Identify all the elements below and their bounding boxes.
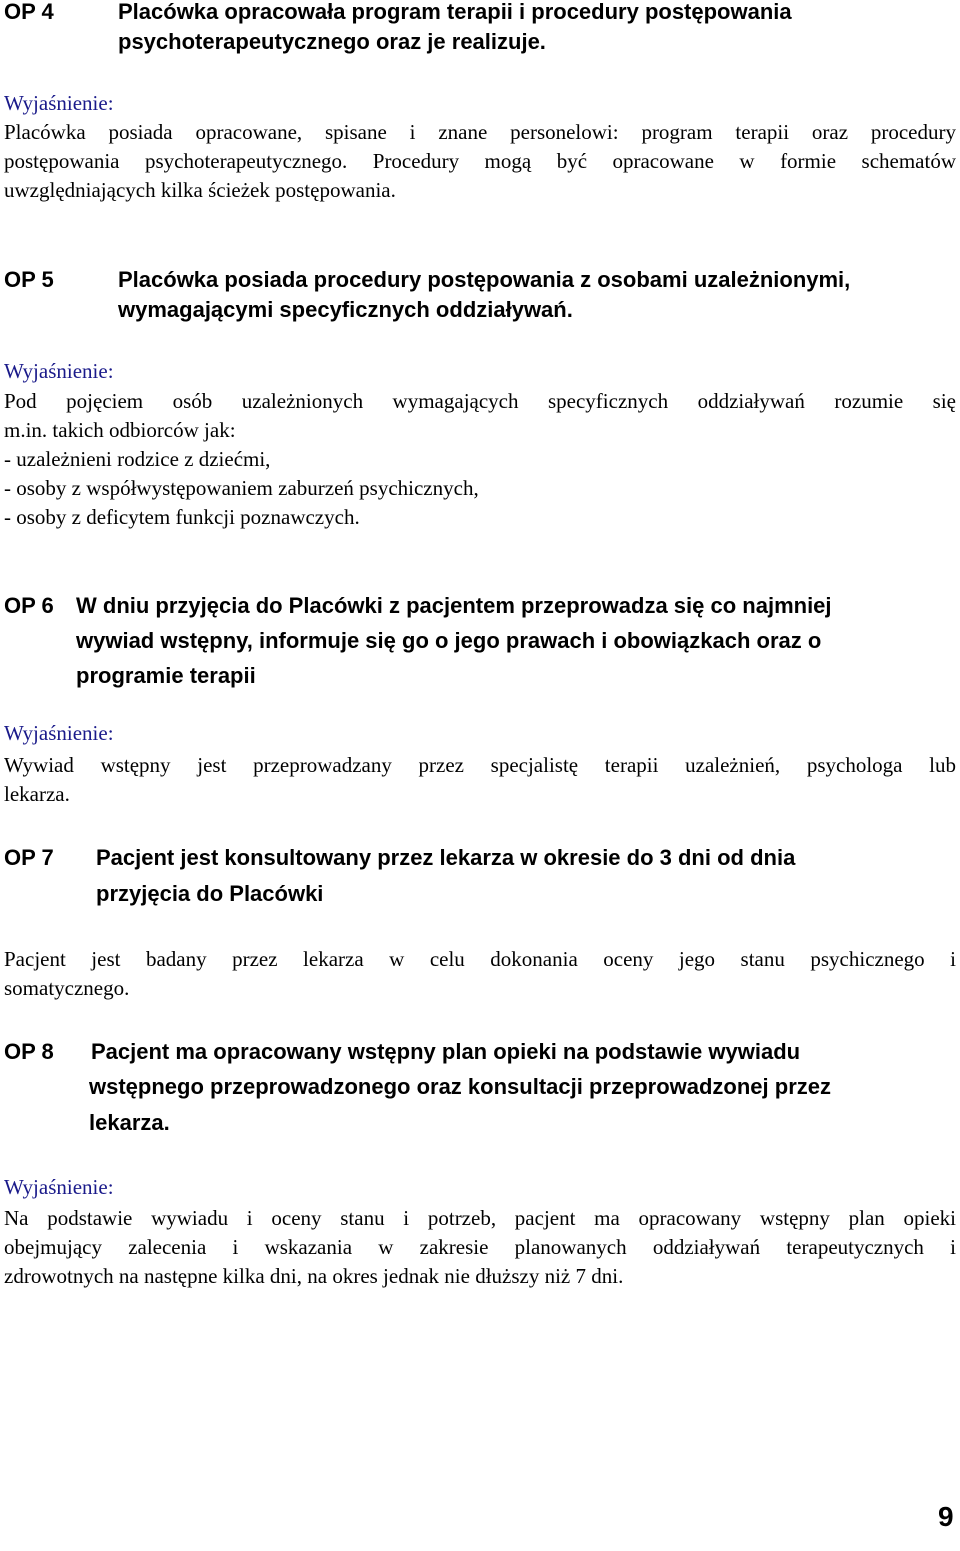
op7-body <box>4 945 956 1003</box>
op4-code: OP 4 <box>4 0 54 24</box>
op8-title-line-2: wstępnego przeprowadzonego oraz konsultacji przeprowadzonej przez <box>89 1074 831 1099</box>
op5-explanation-line-1: Pod pojęciem osób uzależnionych wymagających specyficznych oddziaływań rozumie się <box>4 389 956 413</box>
op4-title-line-2: psychoterapeutycznego oraz je realizuje. <box>118 29 546 54</box>
op5-explanation-label: Wyjaśnienie: <box>4 359 114 383</box>
op6-title-line-1: W dniu przyjęcia do Placówki z pacjentem przeprowadza się co najmniej <box>76 593 832 618</box>
op4-explanation <box>4 118 956 205</box>
op6-explanation <box>4 751 956 809</box>
op4-explanation-label: Wyjaśnienie: <box>4 91 114 115</box>
op6-explanation-label: Wyjaśnienie: <box>4 721 114 745</box>
op6-title-line-2: wywiad wstępny, informuje się go o jego prawach i obowiązkach oraz o <box>76 628 822 653</box>
op6-explanation-line-2: lekarza. <box>4 782 70 806</box>
op5-code: OP 5 <box>4 267 54 292</box>
op4-explanation-line-3: uwzględniających kilka ścieżek postępowania. <box>4 178 396 202</box>
op5-list <box>4 445 479 532</box>
page-number: 9 <box>938 1501 954 1532</box>
list-item: - osoby z współwystępowaniem zaburzeń psychicznych, <box>4 476 479 500</box>
op7-title-line-2: przyjęcia do Placówki <box>96 881 324 906</box>
op8-explanation <box>4 1204 956 1291</box>
op7-body-line-1: Pacjent jest badany przez lekarza w celu dokonania oceny jego stanu psychicznego i <box>4 947 956 971</box>
op5-title-line-2: wymagającymi specyficznych oddziaływań. <box>118 297 573 322</box>
op7-body-line-2: somatycznego. <box>4 976 130 1000</box>
op8-explanation-line-3: zdrowotnych na następne kilka dni, na okres jednak nie dłuższy niż 7 dni. <box>4 1264 624 1288</box>
list-item: - uzależnieni rodzice z dziećmi, <box>4 447 271 471</box>
op5-explanation-line-2: m.in. takich odbiorców jak: <box>4 418 236 442</box>
op6-explanation-line-1: Wywiad wstępny jest przeprowadzany przez specjalistę terapii uzależnień, psychologa lub <box>4 753 956 777</box>
op8-explanation-line-2: obejmujący zalecenia i wskazania w zakresie planowanych oddziaływań terapeutycznych i <box>4 1235 956 1259</box>
op8-title-line-1: Pacjent ma opracowany wstępny plan opieki na podstawie wywiadu <box>91 1039 801 1064</box>
op4-explanation-line-2: postępowania psychoterapeutycznego. Procedury mogą być opracowane w formie schematów <box>4 149 956 173</box>
op8-explanation-label: Wyjaśnienie: <box>4 1175 114 1199</box>
op5-title-line-1: Placówka posiada procedury postępowania z osobami uzależnionymi, <box>118 267 851 292</box>
op7-code: OP 7 <box>4 845 54 870</box>
op6-title-line-3: programie terapii <box>76 663 256 688</box>
op6-code: OP 6 <box>4 593 54 618</box>
list-item: - osoby z deficytem funkcji poznawczych. <box>4 505 360 529</box>
op4-title-line-1: Placówka opracowała program terapii i procedury postępowania <box>118 0 792 24</box>
op8-code: OP 8 <box>4 1039 54 1064</box>
op4-explanation-line-1: Placówka posiada opracowane, spisane i znane personelowi: program terapii oraz procedury <box>4 120 956 144</box>
op7-title-line-1: Pacjent jest konsultowany przez lekarza w okresie do 3 dni od dnia <box>96 845 796 870</box>
op5-explanation <box>4 387 956 445</box>
op8-explanation-line-1: Na podstawie wywiadu i oceny stanu i potrzeb, pacjent ma opracowany wstępny plan opieki <box>4 1206 956 1230</box>
op8-title-line-3: lekarza. <box>89 1110 170 1135</box>
